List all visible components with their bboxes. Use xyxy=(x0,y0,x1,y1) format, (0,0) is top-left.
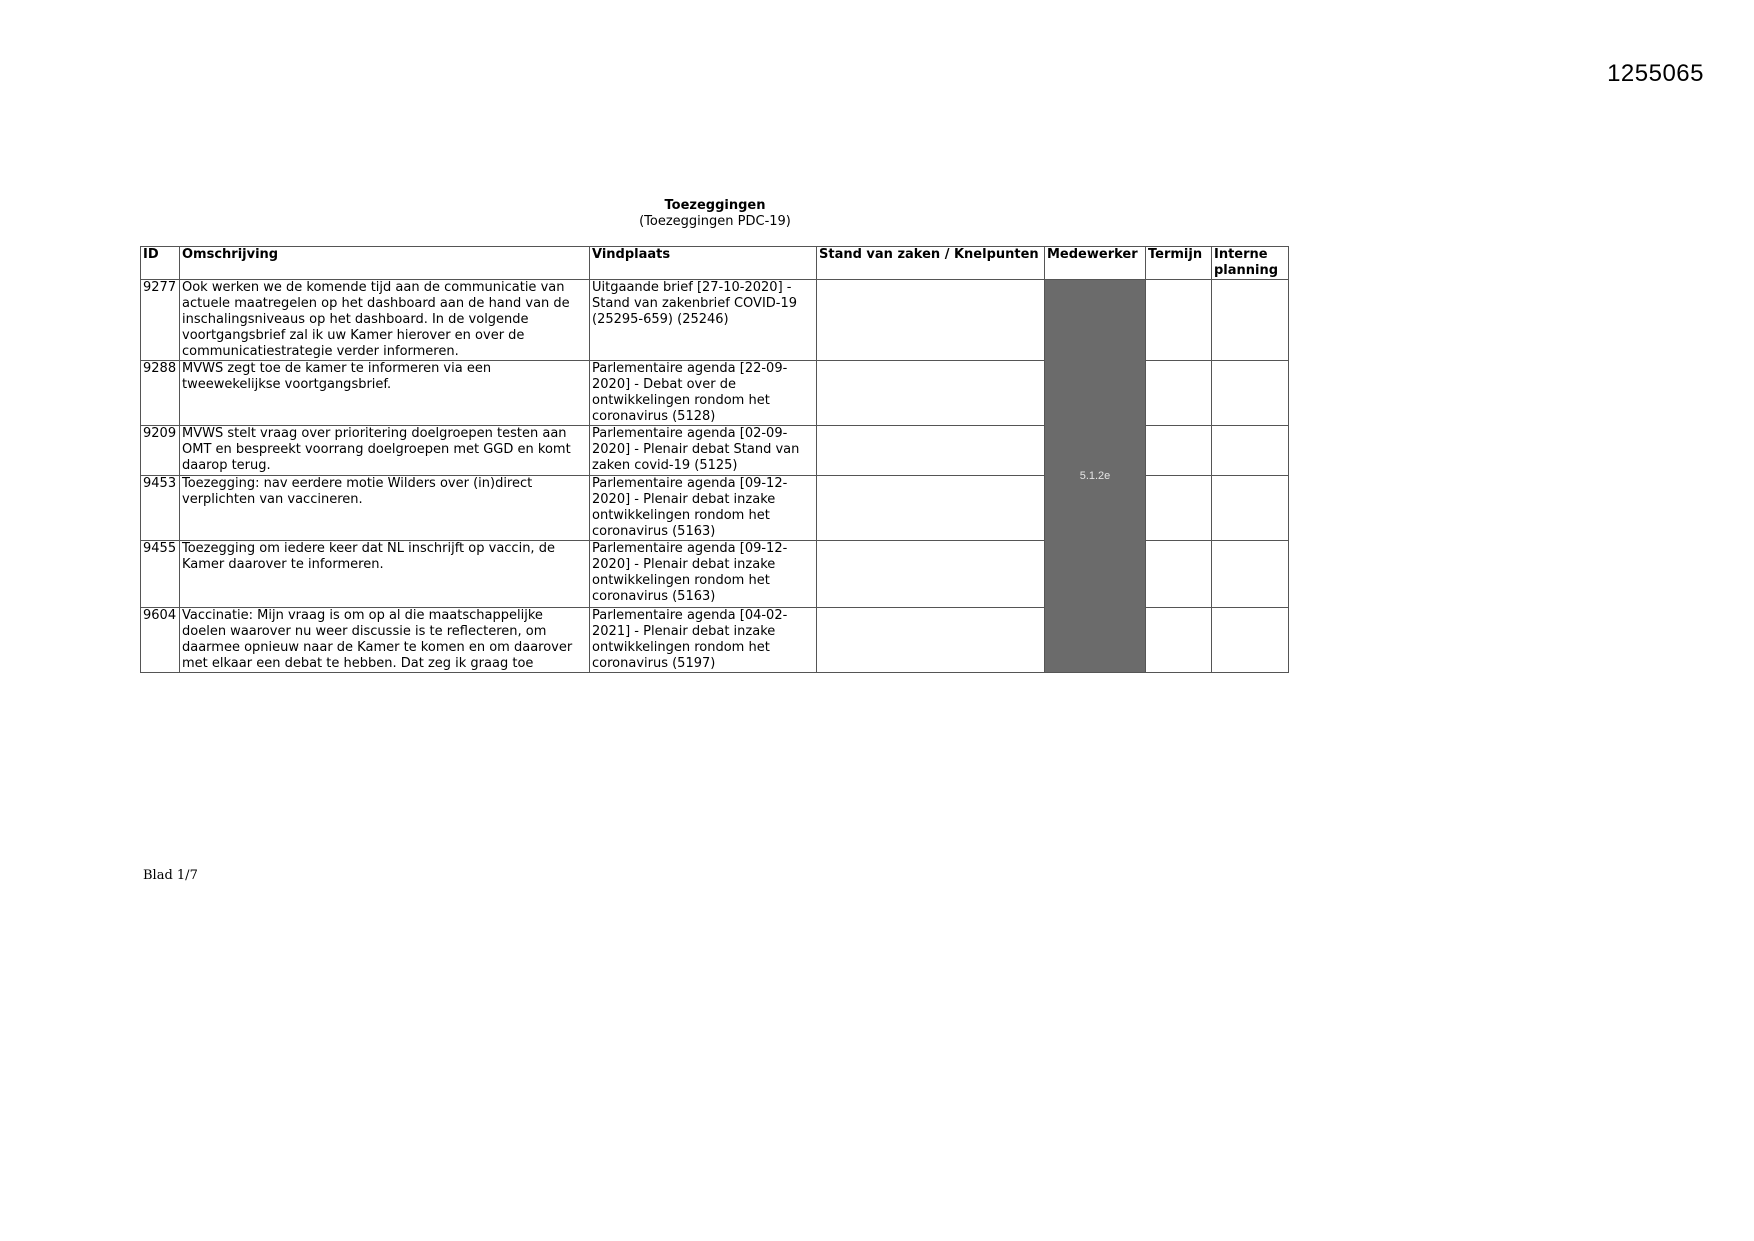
title-block xyxy=(580,198,850,230)
document-number: 1255065 xyxy=(1607,60,1704,87)
table-header-row xyxy=(141,247,1289,280)
cell-id: 9604 xyxy=(141,608,180,673)
header-stand-van-zaken: Stand van zaken / Knelpunten xyxy=(817,247,1045,280)
cell-stand-van-zaken xyxy=(817,608,1045,673)
cell-stand-van-zaken xyxy=(817,541,1045,608)
cell-vindplaats: Parlementaire agenda [09-12-2020] - Plenair debat inzake ontwikkelingen rondom het coronavirus (5163) xyxy=(590,476,817,541)
cell-vindplaats: Parlementaire agenda [22-09-2020] - Debat over de ontwikkelingen rondom het coronavirus (5128) xyxy=(590,361,817,426)
cell-termijn xyxy=(1146,426,1212,476)
cell-vindplaats: Uitgaande brief [27-10-2020] - Stand van zakenbrief COVID-19 (25295-659) (25246) xyxy=(590,280,817,361)
cell-omschrijving: MVWS zegt toe de kamer te informeren via een tweewekelijkse voortgangsbrief. xyxy=(180,361,590,426)
cell-id: 9453 xyxy=(141,476,180,541)
cell-interne-planning xyxy=(1212,608,1289,673)
table-row xyxy=(141,280,1289,361)
cell-stand-van-zaken xyxy=(817,476,1045,541)
cell-stand-van-zaken xyxy=(817,426,1045,476)
cell-termijn xyxy=(1146,280,1212,361)
page-subtitle: (Toezeggingen PDC-19) xyxy=(639,214,791,229)
cell-interne-planning xyxy=(1212,541,1289,608)
cell-interne-planning xyxy=(1212,280,1289,361)
page-title: Toezeggingen xyxy=(664,198,766,213)
header-termijn: Termijn xyxy=(1146,247,1212,280)
cell-termijn xyxy=(1146,541,1212,608)
header-id: ID xyxy=(141,247,180,280)
header-omschrijving: Omschrijving xyxy=(180,247,590,280)
cell-omschrijving: Toezegging om iedere keer dat NL inschrijft op vaccin, de Kamer daarover te informeren. xyxy=(180,541,590,608)
cell-id: 9209 xyxy=(141,426,180,476)
cell-termijn xyxy=(1146,608,1212,673)
cell-id: 9277 xyxy=(141,280,180,361)
medewerker-redacted-cell: 5.1.2e xyxy=(1045,280,1146,673)
page-footer: Blad 1/7 xyxy=(143,868,198,883)
cell-stand-van-zaken xyxy=(817,280,1045,361)
toezeggingen-table xyxy=(140,246,1289,673)
header-medewerker: Medewerker xyxy=(1045,247,1146,280)
cell-omschrijving: Vaccinatie: Mijn vraag is om op al die maatschappelijke doelen waarover nu weer discussie is te reflecteren, om daarmee opnieuw naar de Kamer te komen en om daarover met elkaar een debat te hebben. Dat zeg ik graag toe xyxy=(180,608,590,673)
cell-interne-planning xyxy=(1212,476,1289,541)
cell-id: 9288 xyxy=(141,361,180,426)
header-interne-planning: Interne planning xyxy=(1212,247,1289,280)
cell-stand-van-zaken xyxy=(817,361,1045,426)
cell-vindplaats: Parlementaire agenda [04-02-2021] - Plenair debat inzake ontwikkelingen rondom het coronavirus (5197) xyxy=(590,608,817,673)
header-vindplaats: Vindplaats xyxy=(590,247,817,280)
cell-vindplaats: Parlementaire agenda [09-12-2020] - Plenair debat inzake ontwikkelingen rondom het coronavirus (5163) xyxy=(590,541,817,608)
cell-interne-planning xyxy=(1212,361,1289,426)
cell-interne-planning xyxy=(1212,426,1289,476)
cell-omschrijving: Toezegging: nav eerdere motie Wilders over (in)direct verplichten van vaccineren. xyxy=(180,476,590,541)
cell-omschrijving: MVWS stelt vraag over prioritering doelgroepen testen aan OMT en bespreekt voorrang doelgroepen met GGD en komt daarop terug. xyxy=(180,426,590,476)
cell-termijn xyxy=(1146,361,1212,426)
cell-vindplaats: Parlementaire agenda [02-09-2020] - Plenair debat Stand van zaken covid-19 (5125) xyxy=(590,426,817,476)
cell-omschrijving: Ook werken we de komende tijd aan de communicatie van actuele maatregelen op het dashboard aan de hand van de inschalingsniveaus op het dashboard. In de volgende voortgangsbrief zal ik uw Kamer hierover en over de communicatiestrategie verder informeren. xyxy=(180,280,590,361)
cell-id: 9455 xyxy=(141,541,180,608)
cell-termijn xyxy=(1146,476,1212,541)
